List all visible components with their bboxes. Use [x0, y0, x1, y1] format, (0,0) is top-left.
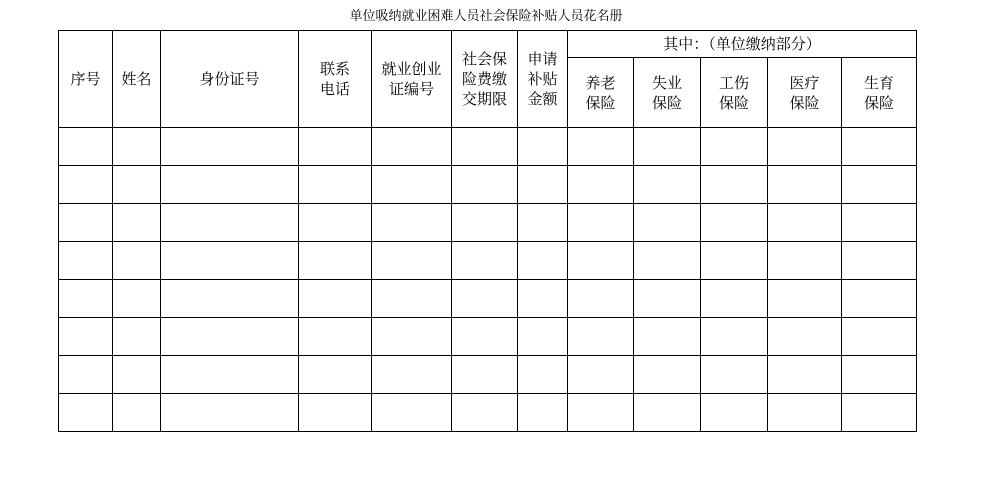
table-cell[interactable] [701, 318, 768, 356]
table-cell[interactable] [842, 318, 917, 356]
table-row [59, 318, 917, 356]
table-cell[interactable] [59, 204, 113, 242]
table-cell[interactable] [518, 394, 568, 432]
table-cell[interactable] [113, 242, 161, 280]
table-cell[interactable] [161, 128, 299, 166]
table-cell[interactable] [634, 204, 701, 242]
table-row [59, 394, 917, 432]
table-cell[interactable] [768, 394, 842, 432]
table-cell[interactable] [842, 394, 917, 432]
table-cell[interactable] [372, 394, 452, 432]
table-cell[interactable] [768, 356, 842, 394]
table-cell[interactable] [161, 166, 299, 204]
table-cell[interactable] [568, 242, 634, 280]
table-cell[interactable] [568, 166, 634, 204]
table-cell[interactable] [161, 204, 299, 242]
table-cell[interactable] [701, 166, 768, 204]
table-cell[interactable] [634, 318, 701, 356]
table-cell[interactable] [452, 204, 518, 242]
header-subsidy-amount: 申请 补贴 金额 [518, 31, 568, 128]
table-row [59, 356, 917, 394]
table-cell[interactable] [161, 394, 299, 432]
table-cell[interactable] [59, 394, 113, 432]
table-cell[interactable] [634, 280, 701, 318]
table-cell[interactable] [701, 394, 768, 432]
header-maternity-insurance: 生育 保险 [842, 58, 917, 128]
table-cell[interactable] [518, 356, 568, 394]
table-cell[interactable] [768, 318, 842, 356]
table-cell[interactable] [842, 204, 917, 242]
header-pension-insurance: 养老 保险 [568, 58, 634, 128]
table-cell[interactable] [299, 280, 372, 318]
table-cell[interactable] [113, 318, 161, 356]
table-cell[interactable] [113, 204, 161, 242]
table-cell[interactable] [372, 128, 452, 166]
table-cell[interactable] [452, 166, 518, 204]
table-cell[interactable] [768, 280, 842, 318]
table-cell[interactable] [59, 166, 113, 204]
table-cell[interactable] [113, 280, 161, 318]
header-work-injury-insurance: 工伤 保险 [701, 58, 768, 128]
table-cell[interactable] [634, 356, 701, 394]
table-cell[interactable] [452, 394, 518, 432]
table-cell[interactable] [518, 166, 568, 204]
table-cell[interactable] [842, 280, 917, 318]
table-cell[interactable] [842, 166, 917, 204]
header-phone: 联系 电话 [299, 31, 372, 128]
table-cell[interactable] [299, 394, 372, 432]
table-cell[interactable] [372, 356, 452, 394]
table-cell[interactable] [701, 356, 768, 394]
table-cell[interactable] [634, 166, 701, 204]
table-cell[interactable] [59, 280, 113, 318]
table-cell[interactable] [518, 318, 568, 356]
roster-table [58, 30, 917, 432]
roster-body [59, 128, 917, 432]
roster-title: 单位吸纳就业困难人员社会保险补贴人员花名册 [349, 9, 623, 24]
table-cell[interactable] [568, 356, 634, 394]
table-cell[interactable] [701, 280, 768, 318]
table-cell[interactable] [768, 166, 842, 204]
table-cell[interactable] [161, 318, 299, 356]
table-cell[interactable] [568, 128, 634, 166]
table-cell[interactable] [299, 166, 372, 204]
table-cell[interactable] [59, 318, 113, 356]
header-group-employer-part: 其中：（单位缴纳部分） [568, 31, 917, 58]
table-cell[interactable] [568, 280, 634, 318]
table-cell[interactable] [768, 204, 842, 242]
table-cell[interactable] [113, 356, 161, 394]
table-cell[interactable] [518, 280, 568, 318]
table-cell[interactable] [299, 318, 372, 356]
header-id-number: 身份证号 [161, 31, 299, 128]
table-cell[interactable] [452, 318, 518, 356]
table-cell[interactable] [299, 242, 372, 280]
table-cell[interactable] [634, 394, 701, 432]
table-cell[interactable] [161, 242, 299, 280]
table-cell[interactable] [299, 128, 372, 166]
table-cell[interactable] [113, 128, 161, 166]
table-cell[interactable] [452, 280, 518, 318]
table-cell[interactable] [568, 204, 634, 242]
table-cell[interactable] [568, 394, 634, 432]
table-cell[interactable] [842, 242, 917, 280]
table-cell[interactable] [372, 280, 452, 318]
table-cell[interactable] [161, 356, 299, 394]
table-cell[interactable] [452, 242, 518, 280]
table-cell[interactable] [299, 356, 372, 394]
table-cell[interactable] [59, 356, 113, 394]
table-cell[interactable] [518, 242, 568, 280]
table-cell[interactable] [299, 204, 372, 242]
table-cell[interactable] [701, 242, 768, 280]
header-unemployment-insurance: 失业 保险 [634, 58, 701, 128]
table-row [59, 242, 917, 280]
table-row [59, 204, 917, 242]
table-cell[interactable] [701, 128, 768, 166]
table-cell[interactable] [113, 394, 161, 432]
table-cell[interactable] [701, 204, 768, 242]
header-employment-cert: 就业创业 证编号 [372, 31, 452, 128]
table-cell[interactable] [59, 242, 113, 280]
header-name: 姓名 [113, 31, 161, 128]
table-cell[interactable] [568, 318, 634, 356]
table-cell[interactable] [452, 128, 518, 166]
table-cell[interactable] [372, 166, 452, 204]
table-cell[interactable] [518, 204, 568, 242]
table-cell[interactable] [161, 280, 299, 318]
table-cell[interactable] [113, 166, 161, 204]
table-cell[interactable] [634, 242, 701, 280]
table-cell[interactable] [372, 242, 452, 280]
table-cell[interactable] [518, 128, 568, 166]
table-cell[interactable] [452, 356, 518, 394]
table-cell[interactable] [634, 128, 701, 166]
table-cell[interactable] [842, 128, 917, 166]
table-cell[interactable] [768, 128, 842, 166]
table-cell[interactable] [59, 128, 113, 166]
header-medical-insurance: 医疗 保险 [768, 58, 842, 128]
header-insurance-period: 社会保 险费缴 交期限 [452, 31, 518, 128]
table-cell[interactable] [768, 242, 842, 280]
table-cell[interactable] [372, 204, 452, 242]
table-cell[interactable] [372, 318, 452, 356]
table-cell[interactable] [842, 356, 917, 394]
table-row [59, 166, 917, 204]
table-row [59, 280, 917, 318]
header-seq: 序号 [59, 31, 113, 128]
table-row [59, 128, 917, 166]
